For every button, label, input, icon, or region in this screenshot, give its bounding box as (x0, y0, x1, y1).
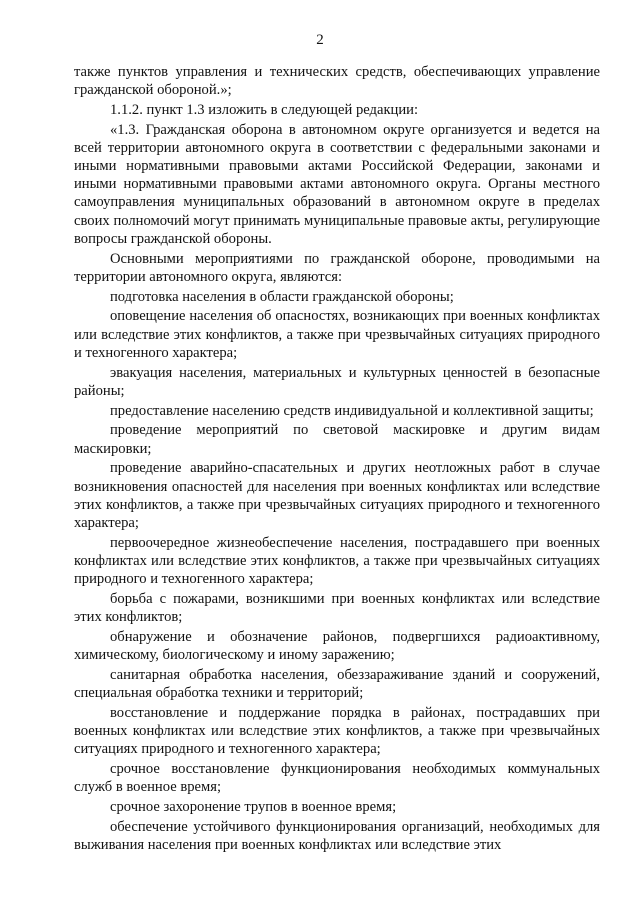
paragraph: 1.1.2. пункт 1.3 изложить в следующей редакции: (110, 102, 419, 118)
list-item: подготовка населения в области гражданской обороны; (110, 288, 454, 305)
list-item: обеспечение устойчивого функционирования организаций, необходимых для выживания населения при военных конфликтах или вследствие этих (74, 818, 600, 854)
list-item: проведение мероприятий по световой маскировке и другим видам маскировки; (74, 422, 600, 457)
list-item: срочное захоронение трупов в военное время; (110, 799, 397, 816)
list-item: восстановление и поддержание порядка в районах, пострадавших при военных конфликтах или вследствие этих конфликтов, а также при чрезвычайных ситуациях природного и техногенного характера; (74, 704, 600, 758)
list-item: санитарная обработка населения, обеззараживание зданий и сооружений, специальная обработка техники и территорий; (74, 666, 600, 702)
list-item: предоставление населению средств индивидуальной и коллективной защиты; (110, 402, 594, 419)
list-item: борьба с пожарами, возникшими при военных конфликтах или вследствие этих конфликтов; (74, 590, 600, 626)
list-item: оповещение населения об опасностях, возникающих при военных конфликтах или вследствие этих конфликтов, а также при чрезвычайных ситуациях природного и техногенного характера; (74, 308, 600, 361)
list-item: эвакуация населения, материальных и культурных ценностей в безопасные районы; (74, 364, 600, 399)
list-item: срочное восстановление функционирования необходимых коммунальных служб в военное время; (74, 761, 600, 796)
list-item: проведение аварийно-спасательных и других неотложных работ в случае возникновения опасностей для населения при военных конфликтах или вследствие этих конфликтов, а также при чрезвычайных ситуациях природного и техногенного характера; (74, 460, 600, 531)
document-body (74, 63, 600, 856)
page-number: 2 (316, 32, 324, 48)
list-item: обнаружение и обозначение районов, подвергшихся радиоактивному, химическому, биологическому и иному заражению; (74, 628, 600, 664)
paragraph: «1.3. Гражданская оборона в автономном округе организуется и ведется на всей территории автономного округа в соответствии с федеральными законами и иными нормативными правовыми актами Российской Федерации, законами и иными нормативными правовыми актами автономного округа. Органы местного самоуправления муниципальных образований в автономном округе в пределах своих полномочий могут принимать муниципальные правовые акты, регулирующие вопросы гражданской обороны. (74, 121, 600, 247)
paragraph: также пунктов управления и технических средств, обеспечивающих управление гражданской обороной.»; (74, 64, 600, 99)
list-item: первоочередное жизнеобеспечение населения, пострадавшего при военных конфликтах или вследствие этих конфликтов, а также при чрезвычайных ситуациях природного и техногенного характера; (74, 534, 600, 588)
paragraph: Основными мероприятиями по гражданской обороне, проводимыми на территории автономного округа, являются: (74, 250, 600, 285)
